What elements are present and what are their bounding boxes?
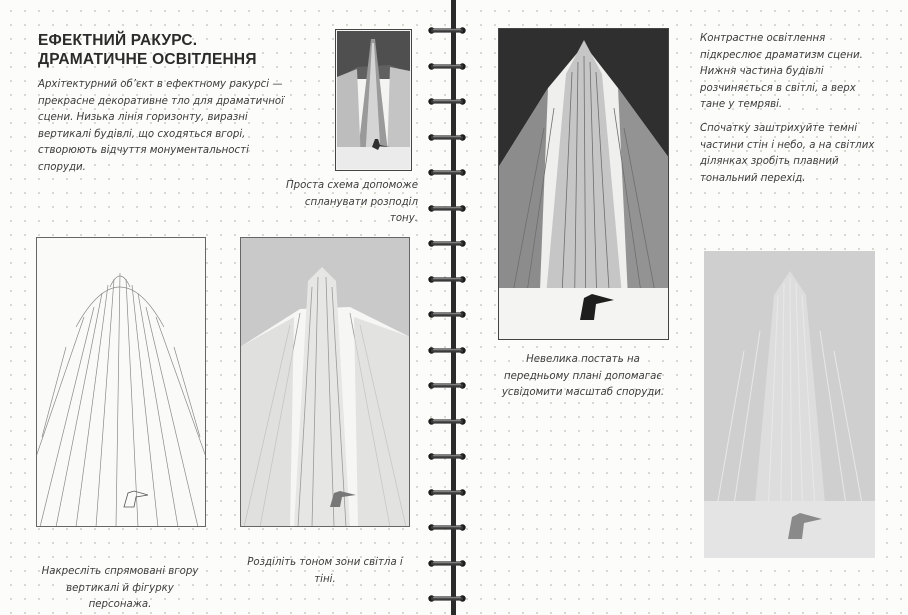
line-sketch [36,237,206,527]
figure-caption: Невелика постать на передньому плані допомагає усвідомити масштаб споруди. [501,354,665,398]
spiral-ring [427,411,467,420]
spiral-ring [427,304,467,313]
grey-sketch [704,251,875,558]
spiral-ring [427,233,467,242]
spiral-ring [427,482,467,491]
spiral-ring [427,588,467,597]
spiral-ring [427,198,467,207]
contrast-text: Контрастне освітлення підкреслює драматизм сцени. Нижня частина будівлі розчиняється в світлі, а верх тане у темряві. [700,33,863,110]
step2-caption: Розділіть тоном зони світла і тіні. [247,557,403,585]
spiral-ring [427,20,467,29]
spiral-ring [427,269,467,278]
shading-text: Спочатку заштрихуйте темні частини стін і небо, а на світлих ділянках зробіть плавний тональний перехід. [700,123,875,184]
spiral-ring [427,56,467,65]
spiral-ring [427,553,467,562]
schema-caption: Проста схема допоможе спланувати розподіл тону. [286,180,418,224]
title-line-1: ЕФЕКТНИЙ РАКУРС. [38,32,198,49]
final-sketch [498,28,669,340]
step1-caption: Накресліть спрямовані вгору вертикалі й фігурку персонажа. [41,566,199,610]
intro-text: Архітектурний об’єкт в ефектному ракурсі — прекрасне декоративне тло для драматичної сцени. Низька лінія горизонту, виразні вертикалі будівлі, що сходяться вгорі, створюють відчуття монументальності споруди. [38,79,284,173]
title-line-2: ДРАМАТИЧНЕ ОСВІТЛЕННЯ [38,51,257,68]
spiral-ring [427,517,467,526]
page-title [38,31,257,69]
tone-sketch [240,237,410,527]
schema-sketch [335,29,412,171]
spiral-ring [427,340,467,349]
spiral-ring [427,127,467,136]
spiral-ring [427,162,467,171]
spiral-ring [427,375,467,384]
spiral-ring [427,91,467,100]
spiral-ring [427,446,467,455]
